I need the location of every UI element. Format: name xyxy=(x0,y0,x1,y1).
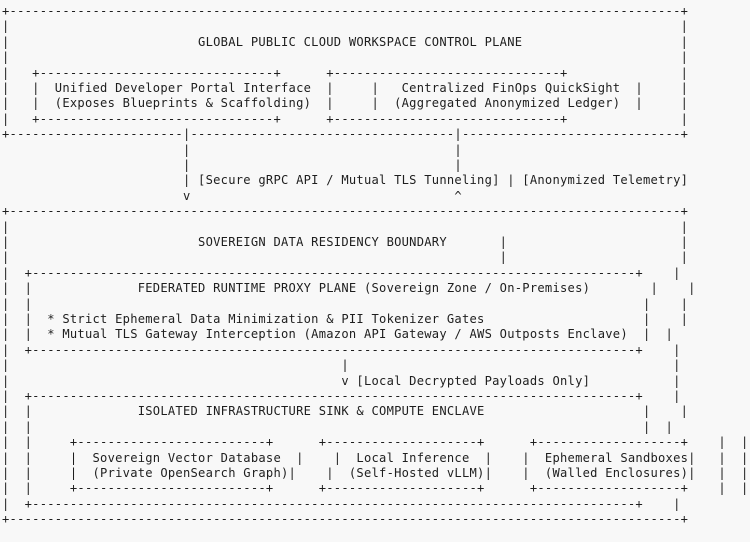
diagram-line: | +--------------------------------------------------------------------------------+ | xyxy=(2,389,681,403)
diagram-line: | +-------------------------------+ +------------------------------+ | xyxy=(2,111,689,126)
diagram-line: | | | Sovereign Vector Database | | Local Inference | | Ephemeral Sandboxes| | | xyxy=(2,450,749,465)
diagram-line: | | (Exposes Blueprints & Scaffolding) | | (Aggregated Anonymized Ledger) | | xyxy=(2,96,689,111)
diagram-line: +-----------------------------------------------------------------------------------------+ xyxy=(2,4,689,18)
diagram-line: | | | xyxy=(2,358,681,373)
diagram-line: | | xyxy=(2,19,689,34)
diagram-line: +-----------------------------------------------------------------------------------------+ xyxy=(2,512,689,527)
diagram-line: | | * Mutual TLS Gateway Interception (Amazon API Gateway / AWS Outposts Enclave) | | xyxy=(2,327,674,342)
diagram-line: +-----------------------------------------------------------------------------------------+ xyxy=(2,204,689,219)
diagram-line: | | +-------------------------+ +--------------------+ +-------------------+ | | xyxy=(2,481,749,496)
diagram-line: | | +-------------------------+ +--------------------+ +-------------------+ | | xyxy=(2,435,749,450)
diagram-line: | | xyxy=(2,142,462,157)
diagram-line: | GLOBAL PUBLIC CLOUD WORKSPACE CONTROL PLANE | xyxy=(2,34,689,49)
diagram-line: | [Secure gRPC API / Mutual TLS Tunneling] | [Anonymized Telemetry] xyxy=(2,173,689,188)
diagram-line: | SOVEREIGN DATA RESIDENCY BOUNDARY | | xyxy=(2,235,689,249)
diagram-line: | +-------------------------------+ +------------------------------+ | xyxy=(2,65,689,80)
diagram-line: | | FEDERATED RUNTIME PROXY PLANE (Sovereign Zone / On-Premises) | | xyxy=(2,281,696,296)
diagram-line: | +--------------------------------------------------------------------------------+ | xyxy=(2,496,681,511)
diagram-line: | | xyxy=(2,219,689,234)
diagram-line: | | ISOLATED INFRASTRUCTURE SINK & COMPUTE ENCLAVE | | xyxy=(2,404,689,419)
diagram-line: | | xyxy=(2,158,462,172)
diagram-line: | +--------------------------------------------------------------------------------+ | xyxy=(2,265,681,280)
diagram-line: | | | (Private OpenSearch Graph)| | (Self-Hosted vLLM)| | (Walled Enclosures)| | | xyxy=(2,466,749,480)
diagram-line: | | Unified Developer Portal Interface | | Centralized FinOps QuickSight | | xyxy=(2,81,689,95)
diagram-line: | v [Local Decrypted Payloads Only] | xyxy=(2,373,681,388)
diagram-line: +-----------------------|-----------------------------------|-----------------------------+ xyxy=(2,127,689,142)
diagram-line: | | * Strict Ephemeral Data Minimization & PII Tokenizer Gates | | xyxy=(2,312,689,326)
diagram-line: | | | | xyxy=(2,296,689,311)
diagram-line: | | xyxy=(2,50,689,65)
diagram-line: | | | | xyxy=(2,419,674,434)
diagram-line: | | | xyxy=(2,250,689,265)
diagram-line: v ^ xyxy=(2,188,462,203)
diagram-line: | +--------------------------------------------------------------------------------+ | xyxy=(2,342,681,357)
